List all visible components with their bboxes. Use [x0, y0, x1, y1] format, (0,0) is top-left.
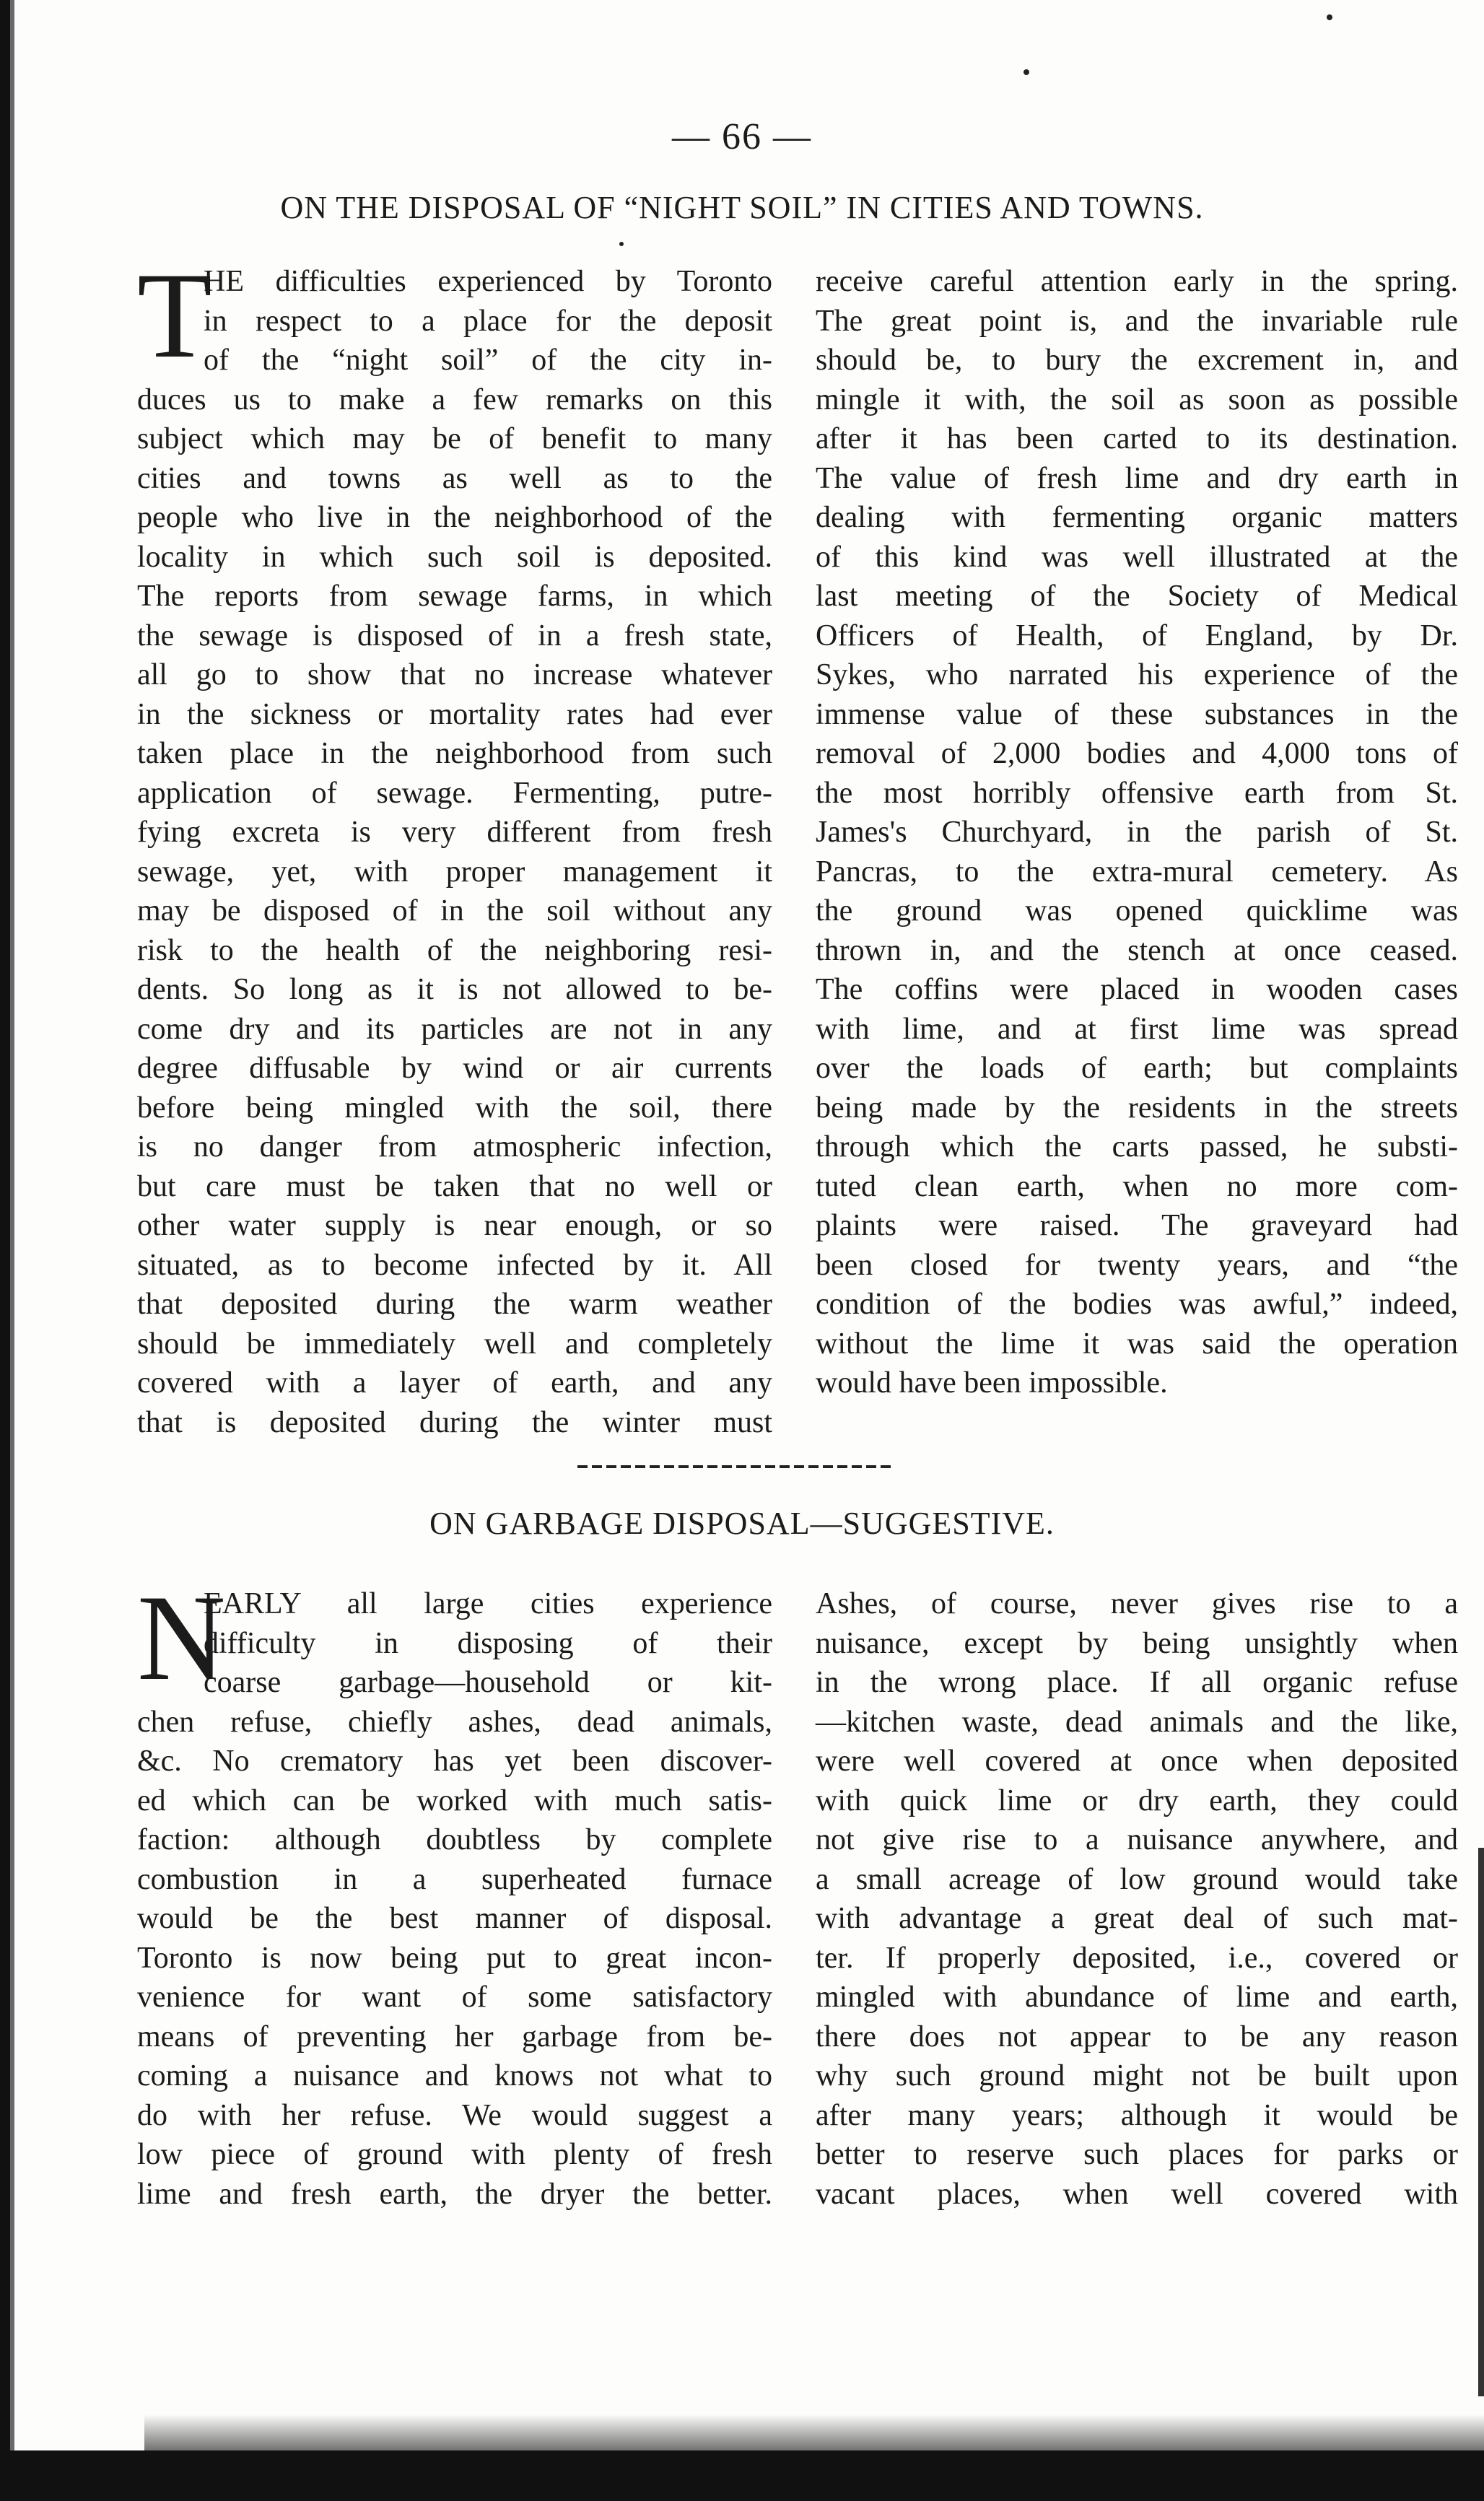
text-line: plaints were raised. The graveyard had	[816, 1209, 1458, 1242]
text-line: —kitchen waste, dead animals and the like,	[816, 1705, 1458, 1739]
text-line: HE difficulties experienced by Toronto	[204, 265, 772, 298]
scan-fade	[144, 2414, 1484, 2450]
text-line: why such ground might not be built upon	[816, 2059, 1458, 2092]
article-column-right	[816, 262, 1458, 1403]
text-line: coarse garbage—household or kit-	[204, 1666, 772, 1699]
text-line: mingled with abundance of lime and earth,	[816, 1981, 1458, 2014]
page-number: — 66 —	[672, 116, 812, 157]
text-line: is no danger from atmospheric infection,	[137, 1130, 772, 1164]
text-line: do with her refuse. We would suggest a	[137, 2098, 772, 2132]
text-line: taken place in the neighborhood from such	[137, 737, 772, 770]
text-line: over the loads of earth; but complaints	[816, 1052, 1458, 1085]
text-line: Sykes, who narrated his experience of the	[816, 658, 1458, 691]
text-line: after many years; although it would be	[816, 2098, 1458, 2132]
text-line: The coffins were placed in wooden cases	[816, 973, 1458, 1006]
text-line: thrown in, and the stench at once ceased.	[816, 933, 1458, 967]
article-column-left	[137, 262, 772, 1442]
scan-bottom-edge	[0, 2450, 1484, 2501]
text-line: degree diffusable by wind or air currents	[137, 1052, 772, 1085]
text-line: through which the carts passed, he substi-	[816, 1130, 1458, 1164]
text-line: of this kind was well illustrated at the	[816, 540, 1458, 574]
binding-shadow	[10, 0, 14, 2501]
text-line: with advantage a great deal of such mat-	[816, 1902, 1458, 1935]
section-divider	[577, 1465, 895, 1468]
text-line: were well covered at once when deposited	[816, 1745, 1458, 1778]
text-line: the ground was opened quicklime was	[816, 894, 1458, 927]
text-line: fying excreta is very different from fresh	[137, 816, 772, 849]
text-line: may be disposed of in the soil without any	[137, 894, 772, 927]
text-line: would have been impossible.	[816, 1366, 1168, 1400]
text-line: ter. If properly deposited, i.e., covered or	[816, 1941, 1458, 1975]
text-line: people who live in the neighborhood of the	[137, 501, 772, 534]
article-title: ON THE DISPOSAL OF “NIGHT SOIL” IN CITIES AND TOWNS.	[280, 190, 1204, 225]
text-line: venience for want of some satisfactory	[137, 1981, 772, 2014]
article-column-left	[137, 1584, 772, 2214]
text-line: mingle it with, the soil as soon as possible	[816, 383, 1458, 416]
text-line: with quick lime or dry earth, they could	[816, 1784, 1458, 1817]
text-line: removal of 2,000 bodies and 4,000 tons of	[816, 737, 1458, 770]
text-line: subject which may be of benefit to many	[137, 422, 772, 455]
text-line: vacant places, when well covered with	[816, 2177, 1458, 2211]
text-line: low piece of ground with plenty of fresh	[137, 2138, 772, 2171]
text-line: last meeting of the Society of Medical	[816, 580, 1458, 613]
text-line: cities and towns as well as to the	[137, 461, 772, 495]
text-line: all go to show that no increase whatever	[137, 658, 772, 691]
text-line: without the lime it was said the operation	[816, 1327, 1458, 1361]
text-line: Officers of Health, of England, by Dr.	[816, 619, 1458, 652]
page-edge-shadow	[1478, 1848, 1484, 2396]
text-line: The reports from sewage farms, in which	[137, 580, 772, 613]
text-line: combustion in a superheated furnace	[137, 1862, 772, 1896]
text-line: dents. So long as it is not allowed to be-	[137, 973, 772, 1006]
text-line: condition of the bodies was awful,” indeed,	[816, 1288, 1458, 1321]
text-line: receive careful attention early in the spring.	[816, 265, 1458, 298]
text-line: in respect to a place for the deposit	[204, 304, 772, 338]
text-line: chen refuse, chiefly ashes, dead animals,	[137, 1705, 772, 1739]
text-line: situated, as to become infected by it. All	[137, 1248, 772, 1282]
text-line: ed which can be worked with much satis-	[137, 1784, 772, 1817]
drop-cap: N	[137, 1570, 226, 1706]
text-line: being made by the residents in the streets	[816, 1091, 1458, 1125]
text-line: Toronto is now being put to great incon-	[137, 1941, 772, 1975]
text-line: other water supply is near enough, or so	[137, 1209, 772, 1242]
text-line: after it has been carted to its destination.	[816, 422, 1458, 455]
text-line: in the sickness or mortality rates had ever	[137, 697, 772, 731]
text-line: &c. No crematory has yet been discover-	[137, 1745, 772, 1778]
text-line: application of sewage. Fermenting, putre-	[137, 776, 772, 810]
text-line: not give rise to a nuisance anywhere, and	[816, 1823, 1458, 1856]
text-line: The value of fresh lime and dry earth in	[816, 461, 1458, 495]
text-line: duces us to make a few remarks on this	[137, 383, 772, 416]
text-line: The great point is, and the invariable rule	[816, 304, 1458, 338]
text-line: that is deposited during the winter must	[137, 1405, 772, 1439]
drop-cap: T	[137, 248, 212, 383]
text-line: faction: although doubtless by complete	[137, 1823, 772, 1856]
scan-speck	[1327, 14, 1332, 20]
text-line: nuisance, except by being unsightly when	[816, 1626, 1458, 1660]
text-line: in the wrong place. If all organic refuse	[816, 1666, 1458, 1699]
scan-speck	[1023, 69, 1029, 75]
text-line: would be the best manner of disposal.	[137, 1902, 772, 1935]
text-line: lime and fresh earth, the dryer the better.	[137, 2177, 772, 2211]
text-line: a small acreage of low ground would take	[816, 1862, 1458, 1896]
text-line: the most horribly offensive earth from St.	[816, 776, 1458, 810]
text-line: should be immediately well and completely	[137, 1327, 772, 1361]
article-title: ON GARBAGE DISPOSAL—SUGGESTIVE.	[429, 1506, 1055, 1541]
scan-speck	[619, 242, 624, 246]
text-line: difficulty in disposing of their	[204, 1626, 772, 1660]
text-line: better to reserve such places for parks or	[816, 2138, 1458, 2171]
text-line: with lime, and at first lime was spread	[816, 1012, 1458, 1046]
text-line: immense value of these substances in the	[816, 697, 1458, 731]
text-line: but care must be taken that no well or	[137, 1169, 772, 1203]
text-line: Pancras, to the extra-mural cemetery. As	[816, 855, 1458, 889]
text-line: risk to the health of the neighboring resi-	[137, 933, 772, 967]
text-line: means of preventing her garbage from be-	[137, 2020, 772, 2053]
text-line: sewage, yet, with proper management it	[137, 855, 772, 889]
text-line: should be, to bury the excrement in, and	[816, 344, 1458, 377]
text-line: EARLY all large cities experience	[204, 1587, 772, 1620]
text-line: that deposited during the warm weather	[137, 1288, 772, 1321]
text-line: come dry and its particles are not in any	[137, 1012, 772, 1046]
text-line: tuted clean earth, when no more com-	[816, 1169, 1458, 1203]
article-column-right	[816, 1584, 1458, 2214]
text-line: before being mingled with the soil, there	[137, 1091, 772, 1125]
text-line: dealing with fermenting organic matters	[816, 501, 1458, 534]
text-line: coming a nuisance and knows not what to	[137, 2059, 772, 2092]
text-line: there does not appear to be any reason	[816, 2020, 1458, 2053]
text-line: James's Churchyard, in the parish of St.	[816, 816, 1458, 849]
binding-edge	[0, 0, 10, 2501]
text-line: covered with a layer of earth, and any	[137, 1366, 772, 1400]
text-line: been closed for twenty years, and “the	[816, 1248, 1458, 1282]
text-line: the sewage is disposed of in a fresh state,	[137, 619, 772, 652]
text-line: locality in which such soil is deposited.	[137, 540, 772, 574]
text-line: of the “night soil” of the city in-	[204, 344, 772, 377]
text-line: Ashes, of course, never gives rise to a	[816, 1587, 1458, 1620]
